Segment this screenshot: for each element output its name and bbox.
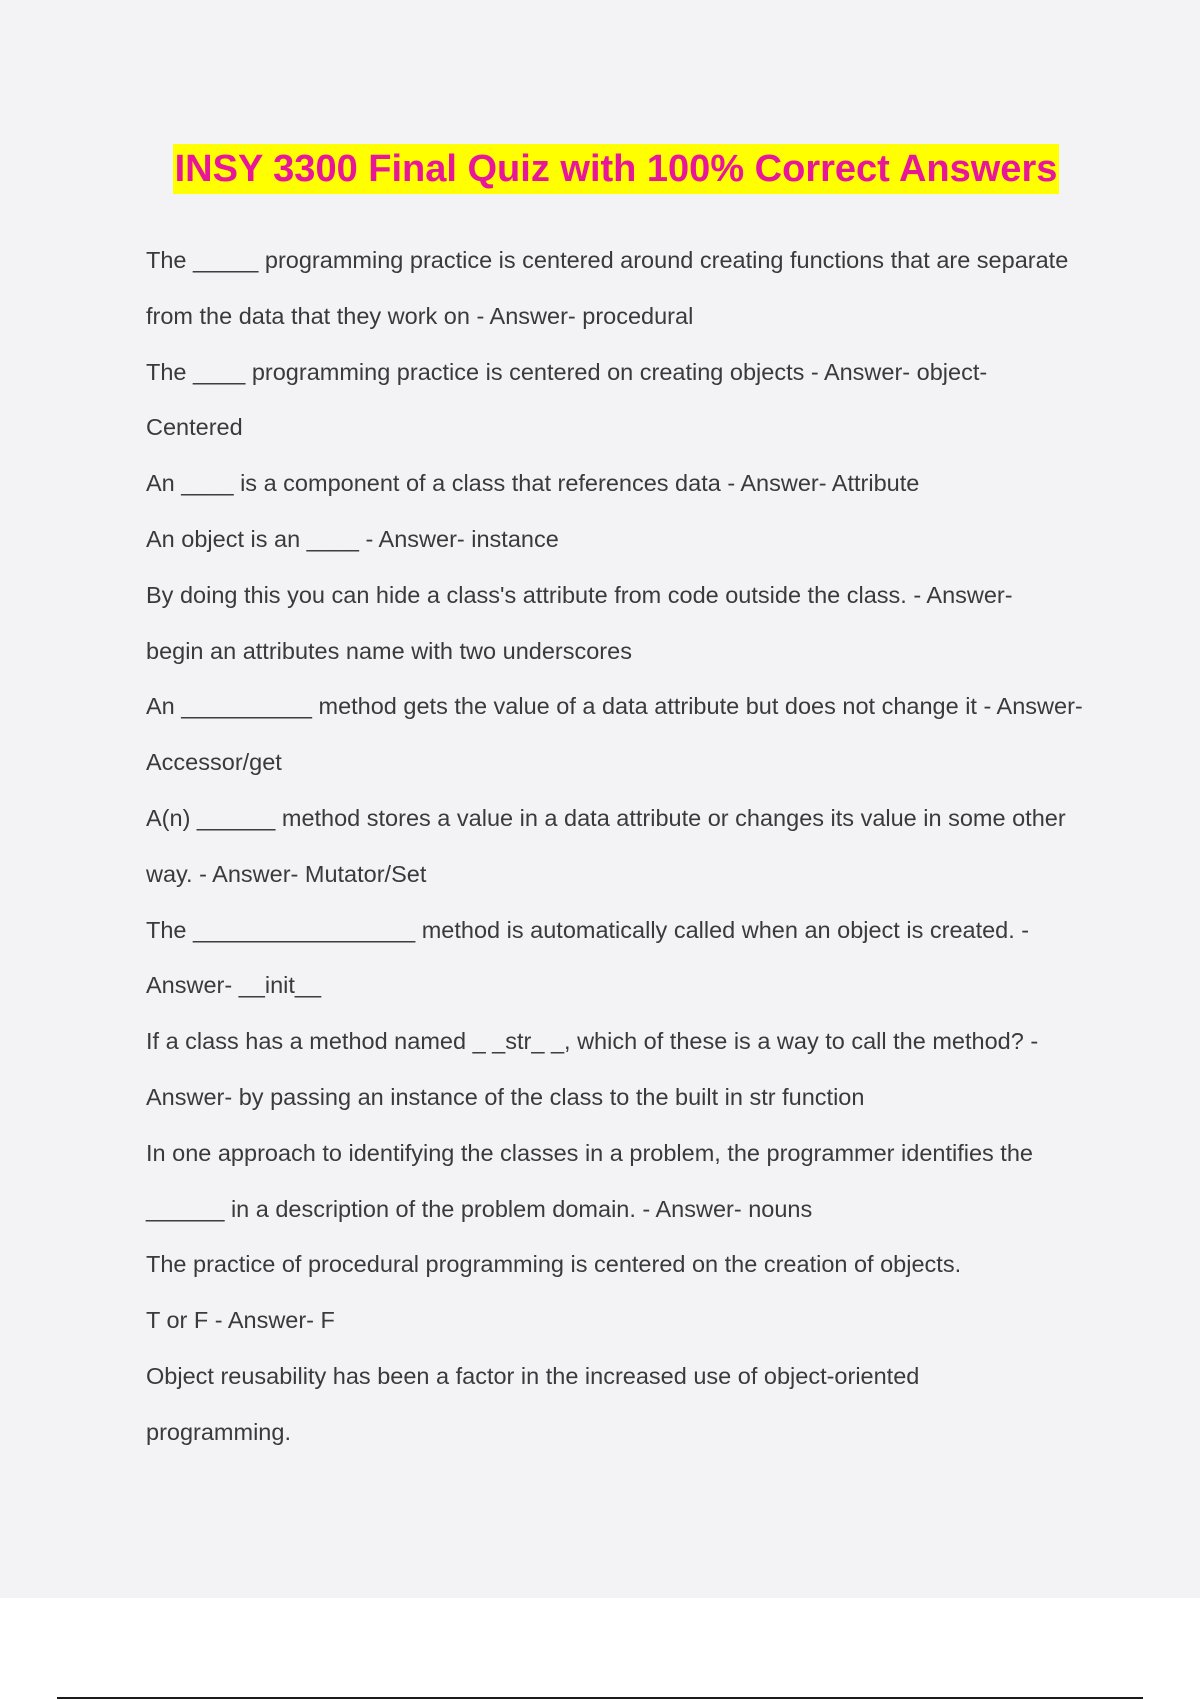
text-line: By doing this you can hide a class's attribute from code outside the class. - Answer- bbox=[146, 581, 1013, 608]
text-line: The practice of procedural programming is centered on the creation of objects. bbox=[146, 1251, 962, 1278]
text-line: In one approach to identifying the classes in a problem, the programmer identifies the bbox=[146, 1139, 1033, 1166]
text-line: T or F - Answer- F bbox=[146, 1307, 335, 1334]
text-line: programming. bbox=[146, 1418, 291, 1445]
text-line: way. - Answer- Mutator/Set bbox=[146, 860, 427, 887]
text-line: An object is an ____ - Answer- instance bbox=[146, 525, 559, 552]
text-line: The ____ programming practice is centered on creating objects - Answer- object- bbox=[146, 358, 988, 385]
text-line: If a class has a method named _ _str_ _, which of these is a way to call the method? - bbox=[146, 1028, 1039, 1055]
text-line: The _________________ method is automatically called when an object is created. - bbox=[146, 916, 1030, 943]
text-line: An ____ is a component of a class that references data - Answer- Attribute bbox=[146, 470, 920, 497]
text-line: The _____ programming practice is centered around creating functions that are separate bbox=[146, 247, 1069, 273]
quiz-content bbox=[146, 233, 1096, 1461]
text-line: An __________ method gets the value of a data attribute but does not change it - Answer- bbox=[146, 693, 1083, 720]
text-line: from the data that they work on - Answer- procedural bbox=[146, 302, 694, 329]
text-line: ______ in a description of the problem domain. - Answer- nouns bbox=[146, 1195, 813, 1222]
text-line: begin an attributes name with two underscores bbox=[146, 637, 632, 664]
text-line: Object reusability has been a factor in the increased use of object-oriented bbox=[146, 1362, 920, 1389]
text-line: Centered bbox=[146, 414, 243, 441]
text-line: Answer- by passing an instance of the class to the built in str function bbox=[146, 1083, 865, 1110]
text-line: A(n) ______ method stores a value in a data attribute or changes its value in some other bbox=[146, 804, 1066, 831]
document-title: INSY 3300 Final Quiz with 100% Correct Answers bbox=[173, 144, 1060, 194]
text-line: Accessor/get bbox=[146, 749, 282, 776]
title-wrapper bbox=[148, 144, 1084, 194]
text-line: Answer- __init__ bbox=[146, 972, 322, 999]
page-divider bbox=[57, 1697, 1143, 1699]
